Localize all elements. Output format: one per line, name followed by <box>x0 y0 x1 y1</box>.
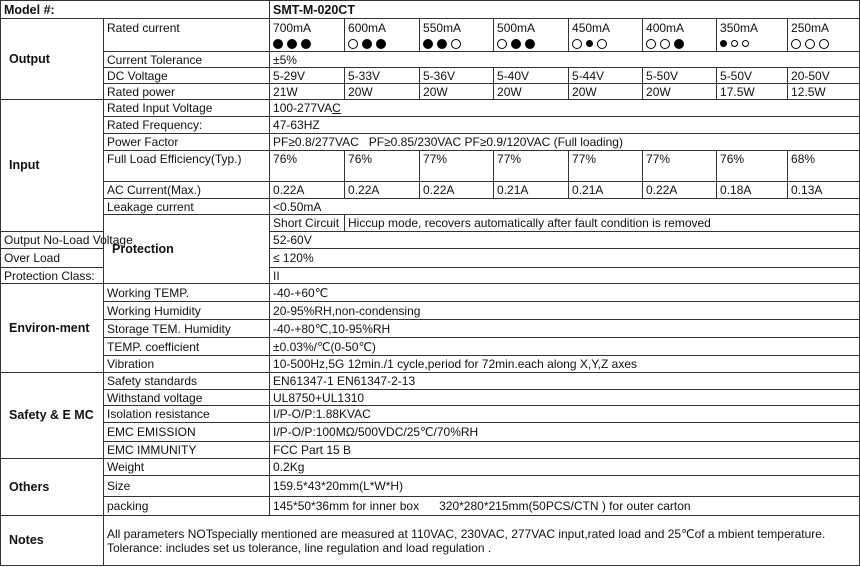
current-cell: 600mA <box>345 19 420 52</box>
filled-dot-icon <box>586 40 593 47</box>
packing-label: packing <box>104 497 270 516</box>
working-temp-row <box>1 284 860 302</box>
packing-value: 145*50*36mm for inner box 320*280*215mm(50PCS/CTN ) for outer carton <box>270 497 860 516</box>
power-factor-value: PF≥0.8/277VAC PF≥0.85/230VAC PF≥0.9/120VAC (Full loading) <box>270 134 860 151</box>
filled-dot-icon <box>720 40 727 47</box>
working-humidity-value: 20-95%RH,non-condensing <box>270 302 860 320</box>
emc-immunity-value: FCC Part 15 B <box>270 442 860 459</box>
empty-dot-icon <box>805 39 815 49</box>
dc-voltage-cell: 5-29V <box>270 68 345 84</box>
power-factor-row <box>1 134 860 151</box>
emc-immunity-label: EMC IMMUNITY <box>104 442 270 459</box>
safety-standards-value: EN61347-1 EN61347-2-13 <box>270 373 860 390</box>
rated-power-cell: 21W <box>270 84 345 100</box>
rated-power-cell: 12.5W <box>788 84 860 100</box>
ac-current-cell: 0.18A <box>717 182 788 199</box>
withstand-value: UL8750+UL1310 <box>270 390 860 406</box>
over-load-value: ≤ 120% <box>270 249 860 268</box>
selector-dots-icon <box>348 36 419 50</box>
ac-current-cell: 0.22A <box>345 182 420 199</box>
notes-text <box>104 516 860 566</box>
vibration-label: Vibration <box>104 356 270 373</box>
safety-category: Safety & E MC <box>1 373 104 459</box>
filled-dot-icon <box>437 39 447 49</box>
rated-input-voltage-value: 100-277VAC <box>270 100 860 117</box>
withstand-row <box>1 390 860 406</box>
dc-voltage-cell: 5-50V <box>717 68 788 84</box>
rated-power-cell: 20W <box>345 84 420 100</box>
current-cell: 500mA <box>494 19 569 52</box>
filled-dot-icon <box>525 39 535 49</box>
current-cell: 700mA <box>270 19 345 52</box>
empty-dot-icon <box>451 39 461 49</box>
selector-dots-icon <box>572 36 642 50</box>
filled-dot-icon <box>362 39 372 49</box>
filled-dot-icon <box>273 39 283 49</box>
rated-power-cell: 20W <box>494 84 569 100</box>
rated-input-voltage-row <box>1 100 860 117</box>
empty-dot-icon <box>348 39 358 49</box>
dc-voltage-cell: 5-33V <box>345 68 420 84</box>
others-category: Others <box>1 459 104 516</box>
empty-dot-icon <box>742 40 749 47</box>
ac-current-cell: 0.21A <box>569 182 643 199</box>
notes-line-1: All parameters NOTspecially mentioned are measured at 110VAC, 230VAC, 277VAC input,rated load and 25℃of a mbient temperature. <box>107 526 826 541</box>
safety-standards-label: Safety standards <box>104 373 270 390</box>
dc-voltage-row <box>1 68 860 84</box>
no-load-row <box>1 232 860 249</box>
emc-immunity-row <box>1 442 860 459</box>
notes-category: Notes <box>1 516 104 566</box>
ac-current-cell: 0.22A <box>420 182 494 199</box>
selector-dots-icon <box>720 36 787 50</box>
temp-coeff-row <box>1 338 860 356</box>
model-label: Model #: <box>1 1 270 19</box>
empty-dot-icon <box>791 39 801 49</box>
rated-current-row <box>1 19 860 52</box>
rated-power-row <box>1 84 860 100</box>
storage-row <box>1 320 860 338</box>
ac-current-row <box>1 182 860 199</box>
rated-frequency-label: Rated Frequency: <box>104 117 270 134</box>
dc-voltage-label: DC Voltage <box>104 68 270 84</box>
ac-current-cell: 0.21A <box>494 182 569 199</box>
current-cell: 250mA <box>788 19 860 52</box>
rated-power-cell: 20W <box>569 84 643 100</box>
dc-voltage-cell: 20-50V <box>788 68 860 84</box>
efficiency-cell: 76% <box>345 151 420 182</box>
current-tolerance-label: Current Tolerance <box>104 52 270 68</box>
rated-power-cell: 17.5W <box>717 84 788 100</box>
dc-voltage-cell: 5-36V <box>420 68 494 84</box>
protection-class-value: II <box>270 268 860 284</box>
emc-emission-value: I/P-O/P:100MΩ/500VDC/25℃/70%RH <box>270 423 860 442</box>
rated-input-voltage-label: Rated Input Voltage <box>104 100 270 117</box>
current-cell: 450mA <box>569 19 643 52</box>
empty-dot-icon <box>731 40 738 47</box>
efficiency-cell: 68% <box>788 151 860 182</box>
output-category: Output <box>1 19 104 100</box>
empty-dot-icon <box>572 39 582 49</box>
notes-line-2: Tolerance: includes set us tolerance, line regulation and load regulation . <box>107 540 492 555</box>
packing-row <box>1 497 860 516</box>
empty-dot-icon <box>646 39 656 49</box>
emc-emission-row <box>1 423 860 442</box>
empty-dot-icon <box>819 39 829 49</box>
filled-dot-icon <box>423 39 433 49</box>
emc-emission-label: EMC EMISSION <box>104 423 270 442</box>
model-row <box>1 1 860 19</box>
current-tolerance-row <box>1 52 860 68</box>
environment-category: Environ-ment <box>1 284 104 373</box>
leakage-label: Leakage current <box>104 199 270 215</box>
rated-power-cell: 20W <box>420 84 494 100</box>
dc-voltage-cell: 5-50V <box>643 68 717 84</box>
isolation-row <box>1 406 860 423</box>
temp-coeff-label: TEMP. coefficient <box>104 338 270 356</box>
working-humidity-row <box>1 302 860 320</box>
short-circuit-row <box>1 215 860 232</box>
ac-current-label: AC Current(Max.) <box>104 182 270 199</box>
vibration-value: 10-500Hz,5G 12min./1 cycle,period for 72min.each along X,Y,Z axes <box>270 356 860 373</box>
efficiency-label: Full Load Efficiency(Typ.) <box>104 151 270 182</box>
withstand-label: Withstand voltage <box>104 390 270 406</box>
selector-dots-icon <box>646 36 716 50</box>
isolation-label: Isolation resistance <box>104 406 270 423</box>
working-temp-label: Working TEMP. <box>104 284 270 302</box>
no-load-value: 52-60V <box>270 232 860 249</box>
rated-frequency-value: 47-63HZ <box>270 117 860 134</box>
current-tolerance-value: ±5% <box>270 52 860 68</box>
protection-category: Protection <box>104 215 270 284</box>
selector-dots-icon <box>273 36 344 50</box>
short-circuit-value: Hiccup mode, recovers automatically after fault condition is removed <box>345 215 860 232</box>
selector-dots-icon <box>497 36 568 50</box>
safety-standards-row <box>1 373 860 390</box>
weight-value: 0.2Kg <box>270 459 860 476</box>
filled-dot-icon <box>674 39 684 49</box>
efficiency-cell: 76% <box>270 151 345 182</box>
power-factor-label: Power Factor <box>104 134 270 151</box>
rated-power-cell: 20W <box>643 84 717 100</box>
model-value: SMT-M-020CT <box>270 1 860 19</box>
ac-current-cell: 0.22A <box>643 182 717 199</box>
empty-dot-icon <box>660 39 670 49</box>
dc-voltage-cell: 5-44V <box>569 68 643 84</box>
weight-label: Weight <box>104 459 270 476</box>
vibration-row <box>1 356 860 373</box>
current-cell: 550mA <box>420 19 494 52</box>
leakage-row <box>1 199 860 215</box>
notes-row <box>1 516 860 566</box>
temp-coeff-value: ±0.03%/℃(0-50℃) <box>270 338 860 356</box>
leakage-value: <0.50mA <box>270 199 860 215</box>
dc-voltage-cell: 5-40V <box>494 68 569 84</box>
protection-class-label: Protection Class: <box>1 268 104 284</box>
size-label: Size <box>104 476 270 497</box>
efficiency-cell: 77% <box>420 151 494 182</box>
size-value: 159.5*43*20mm(L*W*H) <box>270 476 860 497</box>
efficiency-cell: 77% <box>643 151 717 182</box>
rated-power-label: Rated power <box>104 84 270 100</box>
efficiency-row <box>1 151 860 182</box>
empty-dot-icon <box>597 39 607 49</box>
storage-value: -40-+80℃,10-95%RH <box>270 320 860 338</box>
efficiency-cell: 77% <box>569 151 643 182</box>
efficiency-cell: 77% <box>494 151 569 182</box>
ac-current-cell: 0.13A <box>788 182 860 199</box>
rated-current-label: Rated current <box>104 19 270 52</box>
empty-dot-icon <box>497 39 507 49</box>
no-load-label: Output No-Load Voltage <box>1 232 104 249</box>
short-circuit-label: Short Circuit <box>270 215 345 232</box>
selector-dots-icon <box>791 36 859 50</box>
selector-dots-icon <box>423 36 493 50</box>
input-category: Input <box>1 100 104 232</box>
storage-label: Storage TEM. Humidity <box>104 320 270 338</box>
weight-row <box>1 459 860 476</box>
current-cell: 400mA <box>643 19 717 52</box>
current-cell: 350mA <box>717 19 788 52</box>
filled-dot-icon <box>376 39 386 49</box>
size-row <box>1 476 860 497</box>
rated-frequency-row <box>1 117 860 134</box>
efficiency-cell: 76% <box>717 151 788 182</box>
isolation-value: I/P-O/P:1.88KVAC <box>270 406 860 423</box>
over-load-label: Over Load <box>1 249 104 268</box>
filled-dot-icon <box>511 39 521 49</box>
ac-current-cell: 0.22A <box>270 182 345 199</box>
working-humidity-label: Working Humidity <box>104 302 270 320</box>
filled-dot-icon <box>287 39 297 49</box>
working-temp-value: -40-+60℃ <box>270 284 860 302</box>
filled-dot-icon <box>301 39 311 49</box>
